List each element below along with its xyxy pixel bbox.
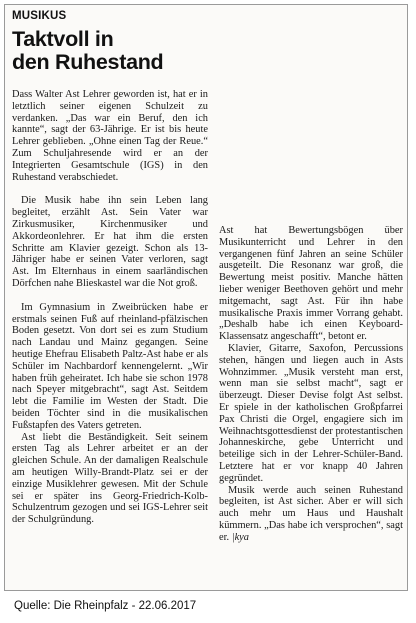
author-signature: |kya — [231, 531, 249, 543]
paragraph: Die Musik habe ihn sein Leben lang begleitet, erzählt Ast. Sein Vater war Zirkusmusiker, Kirchenmusiker und Akkordeonlehrer. Er hat ihm die ersten Schritte am Klavier gezeigt. Schon als 13-Jähriger habe er seinen Vater verloren, sagt Ast. Im Elternhaus in einem saarländischen Dörfchen nahe Blieskastel war die Not groß. — [12, 195, 208, 289]
paragraph: Klavier, Gitarre, Saxofon, Percussions stehen, hängen und liegen auch in Asts Wohnzimmer. „Musik versteht man erst, wenn man sie selbst macht“, sagt er überzeugt. Dieser Devise folgt Ast selbst. Er spiele in der katholischen Großpfarrei Pax Christi die Orgel, engagiere sich im Weihnachtsgottesdienst der protestantischen Johanneskirche, gebe Unterricht und beteilige sich in der Lehrer-Schüler-Band. Letztere hat er vor knapp 40 Jahren gegründet. — [219, 342, 403, 484]
paragraph: Ast hat Bewertungsbögen über Musikunterricht und Lehrer in den vergangenen fünf Jahren an seine Schüler ausgeteilt. Die Resonanz war groß, die Bewertung meist positiv. Manche hätten lieber weniger Beethoven gehört und mehr mitgemacht, sagt Ast. Für ihn habe musikalische Praxis immer Vorrang gehabt. „Deshalb habe ich einen Keyboard-Klassensatz angeschafft“, betont er. — [219, 225, 403, 343]
source-caption: Quelle: Die Rheinpfalz - 22.06.2017 — [14, 600, 197, 612]
article-column-1 — [12, 89, 208, 526]
headline-line-2: den Ruhestand — [12, 50, 164, 74]
paragraph: Dass Walter Ast Lehrer geworden ist, hat er in letztlich seiner eigenen Schulzeit zu verdanken. „Das war ein Beruf, den ich kannte“, sagt der 63-Jährige. Er ist bis heute Lehrer geblieben. „Ohne einen Tag der Reue.“ Zum Schuljahresende wird er an der Integrierten Gesamtschule (IGS) in den Ruhestand verabschiedet. — [12, 89, 208, 183]
paragraph — [219, 485, 403, 544]
paragraph-text: Musik werde auch seinen Ruhestand begleiten, ist Ast sicher. Aber er will sich auch mehr um Haus und Haushalt kümmern. „Das habe ich versprochen“, sagt er. — [219, 484, 403, 543]
newspaper-clipping — [4, 4, 408, 591]
paragraph: Im Gymnasium in Zweibrücken habe er erstmals seinen Fuß auf rheinland-pfälzischen Boden gesetzt. Von dort sei es zum Studium nach Landau und Mainz gegangen. Seine heutige Ehefrau Elisabeth Paltz-Ast habe er als Schüler im Nachbardorf kennengelernt. „Wir haben früh geheiratet. Ich habe sie schon 1978 nach Speyer mitgebracht“, sagt Ast. Seitdem lebt die Familie im Westen der Stadt. Die beiden Töchter sind in die musikalischen Fußstapfen des Vaters getreten. — [12, 301, 208, 431]
paragraph: Ast liebt die Beständigkeit. Seit seinem ersten Tag als Lehrer arbeitet er an der gleichen Schule. An der damaligen Realschule am heutigen Willy-Brandt-Platz sei er der einzige Musiklehrer gewesen. Mit der Schule sei er später ins Georg-Friedrich-Kolb-Schulzentrum gezogen und sei IGS-Lehrer seit der Schulgründung. — [12, 431, 208, 526]
article-column-2 — [219, 225, 403, 544]
headline — [12, 28, 163, 74]
headline-line-1: Taktvoll in — [12, 27, 114, 51]
section-rubric: MUSIKUS — [12, 10, 67, 22]
